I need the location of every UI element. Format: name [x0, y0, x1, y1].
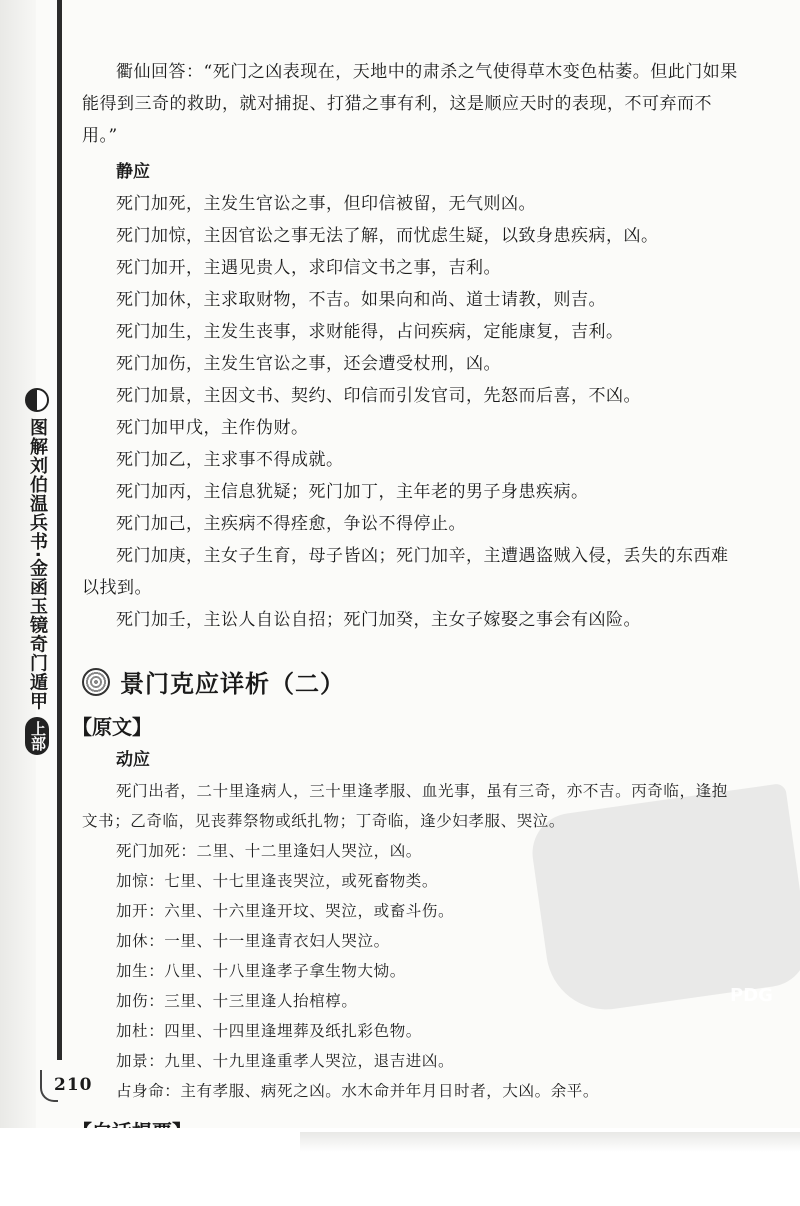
- static-heading: 静应: [116, 162, 150, 182]
- original-item: 加生：八里、十八里逢孝子拿生物大恸。: [116, 962, 406, 980]
- scan-bottom-margin: [0, 1128, 800, 1206]
- intro-paragraph: 衢仙回答：“死门之凶表现在，天地中的肃杀之气使得草木变色枯萎。但此门如果能得到三奇的救助，就对捕捉、打猎之事有利，这是顺应天时的表现，不可弃而不用。”: [82, 62, 738, 146]
- static-item: 死门加休，主求取财物，不吉。如果向和尚、道士请教，则吉。: [116, 290, 606, 310]
- watermark-label: PDG: [730, 985, 773, 1006]
- volume-badge: 上部: [25, 717, 49, 755]
- scan-shadow: [300, 1132, 800, 1152]
- original-item: 加景：九里、十九里逢重孝人哭泣，退吉进凶。: [116, 1052, 455, 1070]
- static-item: 死门加丙，主信息犹疑；死门加丁，主年老的男子身患疾病。: [116, 482, 589, 502]
- original-item: 加惊：七里、十七里逢丧哭泣，或死畜物类。: [116, 872, 439, 890]
- static-item: 死门加景，主因文书、契约、印信而引发官司，先怒而后喜，不凶。: [116, 386, 641, 406]
- original-item: 加伤：三里、十三里逢人抬棺椁。: [116, 992, 358, 1010]
- static-item: 死门加开，主遇见贵人，求印信文书之事，吉利。: [116, 258, 501, 278]
- static-item: 死门加死，主发生官讼之事，但印信被留，无气则凶。: [116, 194, 536, 214]
- original-item: 加开：六里、十六里逢开坟、哭泣，或畜斗伤。: [116, 902, 455, 920]
- static-item: 死门加己，主疾病不得痊愈，争讼不得停止。: [116, 514, 466, 534]
- section-title: 景门克应详析（二）: [120, 670, 345, 698]
- dynamic-heading: 动应: [116, 750, 150, 770]
- static-item: 死门加生，主发生丧事，求财能得，占问疾病，定能康复，吉利。: [116, 322, 624, 342]
- margin-rule: [57, 0, 62, 1060]
- original-text-label: 【原文】: [72, 715, 152, 739]
- section-emblem-icon: [82, 668, 110, 696]
- static-item: 死门加伤，主发生官讼之事，还会遭受杖刑，凶。: [116, 354, 501, 374]
- yin-yang-icon: [25, 388, 49, 412]
- original-paragraph: 死门出者，二十里逢病人，三十里逢孝服、血光事，虽有三奇，亦不吉。丙奇临，逢抱文书；乙奇临，见丧葬祭物或纸扎物；丁奇临，逢少妇孝服、哭泣。: [82, 782, 728, 830]
- original-item: 加杜：四里、十四里逢埋葬及纸扎彩色物。: [116, 1022, 422, 1040]
- section-header: [82, 664, 742, 699]
- static-item: 死门加乙，主求事不得成就。: [116, 450, 344, 470]
- static-item: 死门加壬，主讼人自讼自招；死门加癸，主女子嫁娶之事会有凶险。: [116, 610, 641, 630]
- book-title-vertical: 图解刘伯温兵书·金函玉镜奇门遁甲: [27, 418, 48, 711]
- original-item: 占身命：主有孝服、病死之凶。水木命并年月日时者，大凶。余平。: [116, 1082, 600, 1100]
- static-item: 死门加庚，主女子生育，母子皆凶；死门加辛，主遭遇盗贼入侵，丢失的东西难以找到。: [82, 546, 729, 598]
- static-item: 死门加惊，主因官讼之事无法了解，而忧虑生疑，以致身患疾病，凶。: [116, 226, 659, 246]
- static-item: 死门加甲戊，主作伪财。: [116, 418, 309, 438]
- original-item: 加休：一里、十一里逢青衣妇人哭泣。: [116, 932, 390, 950]
- running-title: [22, 388, 52, 755]
- page-number: 210: [54, 1075, 93, 1095]
- original-item: 死门加死：二里、十二里逢妇人哭泣，凶。: [116, 842, 422, 860]
